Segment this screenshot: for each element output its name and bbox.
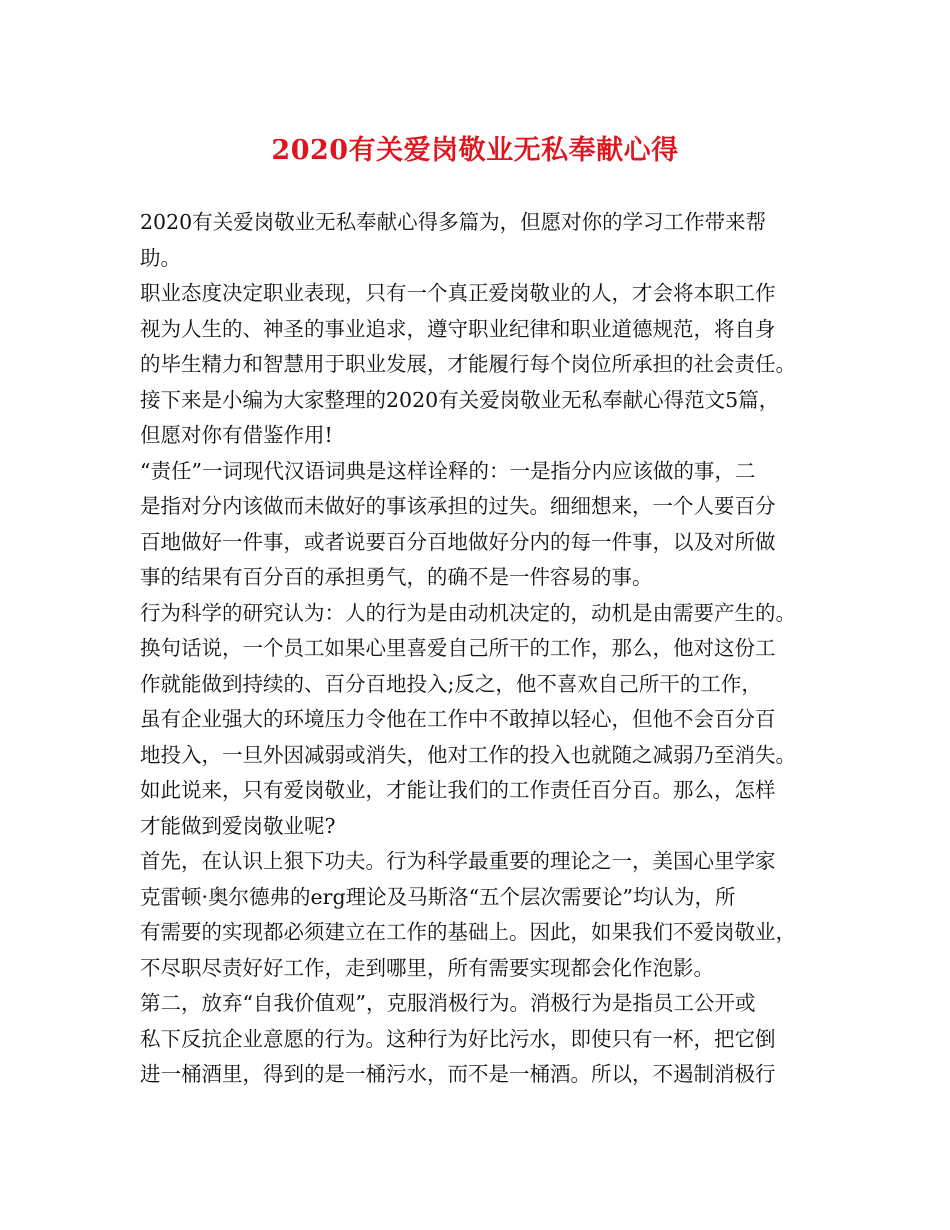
text-line: 职业态度决定职业表现，只有一个真正爱岗敬业的人，才会将本职工作 (140, 281, 776, 305)
text-line: 首先，在认识上狠下功夫。行为科学最重要的理论之一，美国心里学家 (140, 849, 776, 873)
text-line: 助。 (140, 245, 181, 270)
text-line: 行为科学的研究认为：人的行为是由动机决定的，动机是由需要产生的。 (140, 600, 796, 625)
text-line: 作就能做到持续的、百分百地投入;反之，他不喜欢自己所干的工作， (140, 671, 762, 696)
text-line: 如此说来，只有爱岗敬业，才能让我们的工作责任百分百。那么，怎样 (140, 778, 776, 802)
text-line: 的毕生精力和智慧用于职业发展，才能履行每个岗位所承担的社会责任。 (140, 352, 796, 376)
text-line: 但愿对你有借鉴作用! (140, 423, 333, 447)
text-line: “责任”一词现代汉语词典是这样诠释的：一是指分内应该做的事，二 (140, 458, 756, 483)
text-line: 百地做好一件事，或者说要百分百地做好分内的每一件事，以及对所做 (140, 529, 776, 554)
text-line: 不尽职尽责好好工作，走到哪里，所有需要实现都会化作泡影。 (140, 955, 714, 980)
text-line: 私下反抗企业意愿的行为。这种行为好比污水，即使只有一杯，把它倒 (140, 1026, 776, 1051)
text-line: 进一桶酒里，得到的是一桶污水，而不是一桶酒。所以，不遏制消极行 (140, 1062, 776, 1086)
text-line: 才能做到爱岗敬业呢? (140, 813, 336, 838)
text-line: 是指对分内该做而未做好的事该承担的过失。细细想来，一个人要百分 (140, 494, 776, 518)
text-line: 第二，放弃“自我价值观”，克服消极行为。消极行为是指员工公开或 (140, 991, 756, 1015)
text-line: 地投入，一旦外因减弱或消失，他对工作的投入也就随之减弱乃至消失。 (140, 742, 796, 767)
text-line: 事的结果有百分百的承担勇气，的确不是一件容易的事。 (140, 565, 653, 589)
text-line: 克雷顿·奥尔德弗的erg理论及马斯洛“五个层次需要论”均认为，所 (140, 884, 736, 909)
text-line: 换句话说，一个员工如果心里喜爱自己所干的工作，那么，他对这份工 (140, 636, 776, 660)
document-body (140, 205, 830, 1093)
text-line: 接下来是小编为大家整理的2020有关爱岗敬业无私奉献心得范文5篇， (140, 387, 780, 412)
text-line: 2020有关爱岗敬业无私奉献心得多篇为，但愿对你的学习工作带来帮 (140, 210, 767, 234)
text-line: 虽有企业强大的环境压力令他在工作中不敢掉以轻心，但他不会百分百 (140, 707, 776, 731)
text-line: 有需要的实现都必须建立在工作的基础上。因此，如果我们不爱岗敬业， (140, 920, 796, 944)
document-title: 2020有关爱岗敬业无私奉献心得 (271, 135, 679, 166)
text-line: 视为人生的、神圣的事业追求，遵守职业纪律和职业道德规范，将自身 (140, 316, 776, 341)
